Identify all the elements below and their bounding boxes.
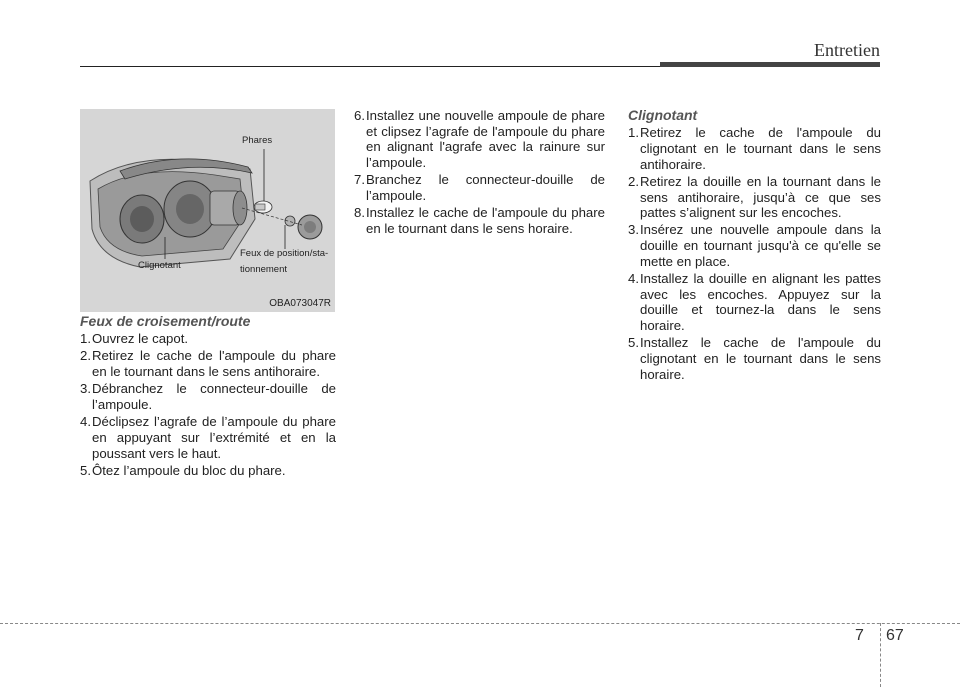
step-number: 5. bbox=[80, 462, 91, 478]
step-item bbox=[628, 174, 881, 221]
step-text: Retirez le cache de l'ampoule du phare en le tournant dans le sens antihoraire. bbox=[92, 348, 336, 380]
step-item bbox=[80, 463, 336, 479]
footer-divider bbox=[0, 623, 960, 624]
step-text: Insérez une nouvelle ampoule dans la douille en tournant jusqu'à ce qu'elle se mette en place. bbox=[640, 222, 881, 269]
step-text: Ôtez l’ampoule du bloc du phare. bbox=[92, 462, 286, 478]
step-item bbox=[354, 172, 605, 203]
label-clignotant: Clignotant bbox=[138, 260, 181, 271]
step-text: Installez le cache de l'ampoule du phare en le tournant dans le sens horaire. bbox=[366, 205, 605, 236]
footer-separator bbox=[880, 623, 881, 687]
turn-signal-section bbox=[628, 108, 881, 384]
step-text: Installez une nouvelle ampoule de phare et clipsez l’agrafe de l'ampoule du phare en alignant l'agrafe avec la rainure sur l’ampoule. bbox=[366, 108, 605, 171]
step-text: Retirez la douille en la tournant dans le sens antihoraire, jusqu’à ce que ses pattes s’alignent sur les encoches. bbox=[640, 173, 881, 221]
headlamp-drawing bbox=[80, 109, 335, 312]
step-text: Ouvrez le capot. bbox=[92, 331, 189, 347]
step-item bbox=[80, 348, 336, 379]
step-item bbox=[80, 381, 336, 412]
step-text: Installez le cache de l'ampoule du clignotant en le tournant dans le sens horaire. bbox=[640, 335, 881, 382]
step-text: Installez la douille en alignant les pattes avec les encoches. Appuyez sur la douille et tournez-la dans le sens horaire. bbox=[640, 271, 881, 334]
section-title: Entretien bbox=[814, 40, 880, 60]
step-item bbox=[628, 271, 881, 334]
step-number: 7. bbox=[354, 172, 365, 188]
step-number: 5. bbox=[628, 335, 639, 351]
step-text: Branchez le connecteur-douille de l’ampoule. bbox=[366, 172, 605, 204]
step-text: Débranchez le connecteur-douille de l’ampoule. bbox=[92, 381, 336, 413]
low-high-beam-continued bbox=[354, 108, 605, 238]
header-divider bbox=[80, 66, 662, 67]
chapter-number: 7 bbox=[855, 627, 864, 644]
step-item bbox=[628, 222, 881, 269]
step-number: 4. bbox=[628, 271, 639, 287]
label-phares: Phares bbox=[242, 135, 273, 146]
page-number: 67 bbox=[886, 627, 904, 644]
section-heading-low-high-beam: Feux de croisement/route bbox=[80, 313, 251, 329]
step-number: 8. bbox=[354, 205, 365, 221]
step-number: 1. bbox=[628, 125, 639, 141]
label-feux-position-line1: Feux de position/sta- bbox=[240, 248, 329, 259]
header-accent-bar bbox=[660, 62, 880, 67]
step-item bbox=[354, 108, 605, 171]
step-number: 3. bbox=[80, 381, 91, 397]
step-number: 2. bbox=[80, 348, 91, 364]
step-item bbox=[80, 331, 336, 347]
low-high-beam-section bbox=[80, 314, 336, 480]
figure-code: OBA073047R bbox=[269, 298, 331, 309]
step-item bbox=[628, 125, 881, 172]
step-number: 6. bbox=[354, 108, 365, 123]
step-number: 3. bbox=[628, 222, 639, 238]
section-heading-turn-signal: Clignotant bbox=[628, 107, 698, 123]
step-number: 1. bbox=[80, 331, 91, 347]
step-item bbox=[354, 205, 605, 236]
step-number: 2. bbox=[628, 173, 639, 189]
label-feux-position-line2: tionnement bbox=[240, 264, 288, 275]
step-item bbox=[628, 335, 881, 382]
step-number: 4. bbox=[80, 414, 91, 430]
headlamp-illustration bbox=[80, 109, 335, 312]
step-text: Retirez le cache de l'ampoule du clignotant en le tournant dans le sens antihoraire. bbox=[640, 125, 881, 172]
step-item bbox=[80, 414, 336, 461]
step-text: Déclipsez l’agrafe de l’ampoule du phare en appuyant sur l’extrémité et en la poussant vers le haut. bbox=[92, 414, 336, 461]
